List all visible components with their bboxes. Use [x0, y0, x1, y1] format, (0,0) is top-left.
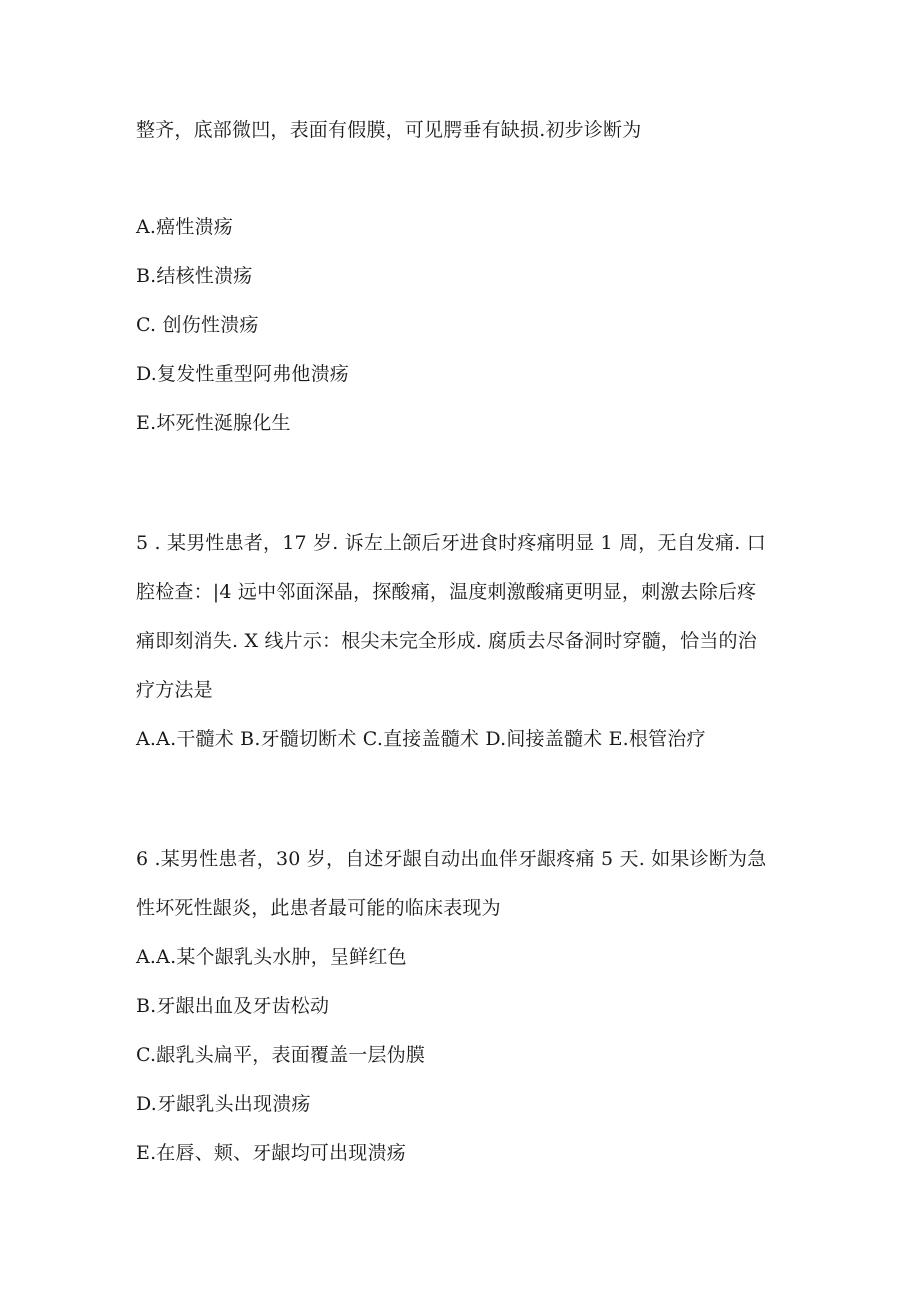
- question-6-option-b: B.牙龈出血及牙齿松动: [136, 995, 330, 1017]
- question-4-option-e: E.坏死性涎腺化生: [136, 412, 291, 434]
- question-4-option-c: C. 创伤性溃疡: [136, 314, 259, 336]
- question-6-line-1: 6 .某男性患者，30 岁，自述牙龈自动出血伴牙龈疼痛 5 天. 如果诊断为急: [136, 848, 767, 870]
- question-5-line-3: 痛即刻消失. X 线片示：根尖未完全形成. 腐质去尽备洞时穿髓，恰当的治: [136, 630, 757, 652]
- question-5-line-4: 疗方法是: [136, 679, 213, 701]
- question-6-option-a: A.A.某个龈乳头水肿，呈鲜红色: [136, 946, 407, 968]
- question-6-line-2: 性坏死性龈炎，此患者最可能的临床表现为: [136, 897, 501, 919]
- question-5-options: A.A.干髓术 B.牙髓切断术 C.直接盖髓术 D.间接盖髓术 E.根管治疗: [136, 728, 706, 750]
- question-4-option-d: D.复发性重型阿弗他溃疡: [136, 363, 349, 385]
- question-4-text: 整齐，底部微凹，表面有假膜，可见腭垂有缺损.初步诊断为: [136, 119, 642, 141]
- question-6-option-e: E.在唇、颊、牙龈均可出现溃疡: [136, 1142, 406, 1164]
- question-5-line-2: 腔检查：|4 远中邻面深晶，探酸痛，温度刺激酸痛更明显，刺激去除后疼: [136, 581, 757, 603]
- question-6-option-c: C.龈乳头扁平，表面覆盖一层伪膜: [136, 1044, 426, 1066]
- question-6-option-d: D.牙龈乳头出现溃疡: [136, 1093, 311, 1115]
- question-4-option-a: A.癌性溃疡: [136, 216, 233, 238]
- question-4-option-b: B.结核性溃疡: [136, 265, 253, 287]
- question-5-line-1: 5 . 某男性患者，17 岁. 诉左上颌后牙进食时疼痛明显 1 周，无自发痛. 口: [136, 532, 766, 554]
